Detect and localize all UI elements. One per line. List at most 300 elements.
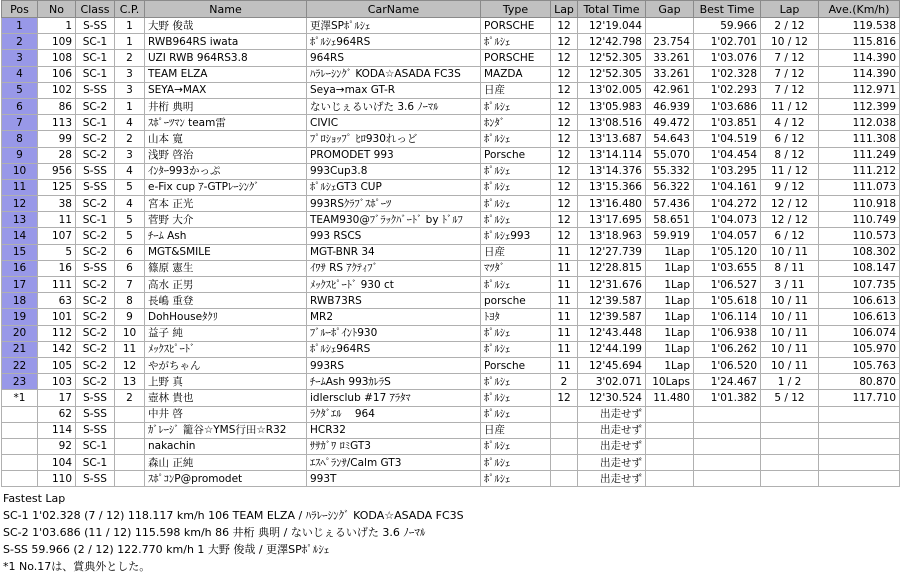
cell-car-name: idlersclub #17 ｱﾗﾀﾏ bbox=[307, 390, 481, 406]
cell-gap: 42.961 bbox=[646, 82, 694, 98]
cell-class: S-SS bbox=[76, 471, 115, 487]
cell-no: 5 bbox=[38, 244, 76, 260]
cell-gap: 1Lap bbox=[646, 357, 694, 373]
cell-best-lap: 2 / 12 bbox=[761, 18, 819, 34]
cell-pos bbox=[2, 455, 38, 471]
cell-class: SC-2 bbox=[76, 98, 115, 114]
cell-average-speed bbox=[819, 471, 900, 487]
cell-total-time: 13'16.480 bbox=[578, 196, 646, 212]
cell-lap: 11 bbox=[551, 260, 578, 276]
table-row bbox=[2, 98, 900, 114]
cell-gap: 1Lap bbox=[646, 260, 694, 276]
cell-lap: 12 bbox=[551, 131, 578, 147]
cell-average-speed bbox=[819, 406, 900, 422]
column-header-gap: Gap bbox=[646, 1, 694, 18]
cell-name: 長嶋 重登 bbox=[145, 293, 307, 309]
cell-name: 中井 啓 bbox=[145, 406, 307, 422]
cell-lap bbox=[551, 406, 578, 422]
cell-no: 86 bbox=[38, 98, 76, 114]
cell-average-speed: 80.870 bbox=[819, 374, 900, 390]
cell-pos bbox=[2, 422, 38, 438]
cell-total-time: 3'02.071 bbox=[578, 374, 646, 390]
fastest-lap-heading: Fastest Lap bbox=[3, 492, 66, 506]
table-row bbox=[2, 82, 900, 98]
cell-class: SC-2 bbox=[76, 325, 115, 341]
cell-total-time: 13'13.687 bbox=[578, 131, 646, 147]
cell-lap: 12 bbox=[551, 50, 578, 66]
cell-car-name: ﾌﾞﾙｰﾎﾟｲﾝﾄ930 bbox=[307, 325, 481, 341]
cell-car-name: ｲﾜｻ RS ｱｸﾃｨﾌﾞ bbox=[307, 260, 481, 276]
cell-best-time: 1'06.527 bbox=[694, 277, 761, 293]
cell-best-lap bbox=[761, 422, 819, 438]
cell-cp: 10 bbox=[115, 325, 145, 341]
cell-no: 956 bbox=[38, 163, 76, 179]
cell-pos: 22 bbox=[2, 357, 38, 373]
cell-pos: 21 bbox=[2, 341, 38, 357]
table-row bbox=[2, 131, 900, 147]
cell-best-time: 1'01.382 bbox=[694, 390, 761, 406]
table-row bbox=[2, 438, 900, 454]
column-header-no: No bbox=[38, 1, 76, 18]
cell-no: 11 bbox=[38, 212, 76, 228]
cell-type: ﾎﾟﾙｼｪ bbox=[481, 179, 551, 195]
cell-lap: 12 bbox=[551, 196, 578, 212]
cell-lap: 12 bbox=[551, 212, 578, 228]
cell-total-time: 出走せず bbox=[578, 471, 646, 487]
cell-no: 92 bbox=[38, 438, 76, 454]
cell-best-time bbox=[694, 406, 761, 422]
cell-best-time bbox=[694, 471, 761, 487]
cell-cp: 4 bbox=[115, 196, 145, 212]
cell-total-time: 出走せず bbox=[578, 406, 646, 422]
cell-no: 38 bbox=[38, 196, 76, 212]
cell-car-name: PROMODET 993 bbox=[307, 147, 481, 163]
cell-gap: 1Lap bbox=[646, 341, 694, 357]
cell-class: SC-1 bbox=[76, 455, 115, 471]
cell-average-speed: 117.710 bbox=[819, 390, 900, 406]
table-row bbox=[2, 293, 900, 309]
cell-average-speed: 106.074 bbox=[819, 325, 900, 341]
cell-car-name: MR2 bbox=[307, 309, 481, 325]
cell-name: 井桁 典明 bbox=[145, 98, 307, 114]
cell-lap: 12 bbox=[551, 18, 578, 34]
cell-pos: 19 bbox=[2, 309, 38, 325]
cell-no: 107 bbox=[38, 228, 76, 244]
cell-lap bbox=[551, 438, 578, 454]
cell-best-lap: 5 / 12 bbox=[761, 390, 819, 406]
cell-best-time: 1'06.520 bbox=[694, 357, 761, 373]
cell-car-name: ﾗｸﾀﾞｴﾙ 964 bbox=[307, 406, 481, 422]
cell-lap: 12 bbox=[551, 34, 578, 50]
cell-average-speed: 111.212 bbox=[819, 163, 900, 179]
cell-gap: 1Lap bbox=[646, 325, 694, 341]
cell-lap bbox=[551, 422, 578, 438]
cell-best-time: 1'02.293 bbox=[694, 82, 761, 98]
cell-car-name: ﾒｯｸｽﾋﾟｰﾄﾞ 930 ct bbox=[307, 277, 481, 293]
cell-lap: 11 bbox=[551, 357, 578, 373]
cell-no: 102 bbox=[38, 82, 76, 98]
cell-type: 日産 bbox=[481, 82, 551, 98]
table-row bbox=[2, 163, 900, 179]
cell-cp: 1 bbox=[115, 18, 145, 34]
cell-lap: 12 bbox=[551, 82, 578, 98]
cell-best-time: 1'02.328 bbox=[694, 66, 761, 82]
cell-type: Porsche bbox=[481, 357, 551, 373]
cell-average-speed: 110.573 bbox=[819, 228, 900, 244]
table-row bbox=[2, 147, 900, 163]
column-header-cp: C.P. bbox=[115, 1, 145, 18]
cell-gap: 55.332 bbox=[646, 163, 694, 179]
cell-gap: 46.939 bbox=[646, 98, 694, 114]
cell-lap: 12 bbox=[551, 147, 578, 163]
cell-best-lap: 10 / 11 bbox=[761, 341, 819, 357]
cell-total-time: 12'39.587 bbox=[578, 309, 646, 325]
cell-cp: 2 bbox=[115, 390, 145, 406]
cell-lap bbox=[551, 471, 578, 487]
cell-average-speed: 114.390 bbox=[819, 50, 900, 66]
cell-best-lap bbox=[761, 406, 819, 422]
cell-class: SC-2 bbox=[76, 374, 115, 390]
cell-car-name: CIVIC bbox=[307, 115, 481, 131]
cell-class: S-SS bbox=[76, 406, 115, 422]
cell-name: ｽﾎﾟｰﾂﾏﾝ team雷 bbox=[145, 115, 307, 131]
cell-gap: 1Lap bbox=[646, 309, 694, 325]
cell-best-time: 1'06.938 bbox=[694, 325, 761, 341]
cell-no: 125 bbox=[38, 179, 76, 195]
cell-total-time: 出走せず bbox=[578, 422, 646, 438]
cell-lap bbox=[551, 455, 578, 471]
cell-average-speed: 106.613 bbox=[819, 293, 900, 309]
cell-name: e-Fix cup ｱ-GTPﾚｰｼﾝｸﾞ bbox=[145, 179, 307, 195]
cell-gap: 11.480 bbox=[646, 390, 694, 406]
cell-average-speed: 111.249 bbox=[819, 147, 900, 163]
cell-no: 17 bbox=[38, 390, 76, 406]
cell-average-speed: 108.302 bbox=[819, 244, 900, 260]
cell-class: SC-2 bbox=[76, 293, 115, 309]
cell-no: 111 bbox=[38, 277, 76, 293]
cell-class: S-SS bbox=[76, 422, 115, 438]
cell-average-speed: 105.970 bbox=[819, 341, 900, 357]
cell-total-time: 12'27.739 bbox=[578, 244, 646, 260]
table-row bbox=[2, 341, 900, 357]
cell-average-speed: 112.038 bbox=[819, 115, 900, 131]
cell-no: 62 bbox=[38, 406, 76, 422]
cell-best-time: 1'03.851 bbox=[694, 115, 761, 131]
table-row bbox=[2, 179, 900, 195]
cell-name: MGT&SMILE bbox=[145, 244, 307, 260]
cell-best-lap: 11 / 12 bbox=[761, 163, 819, 179]
cell-best-lap: 8 / 12 bbox=[761, 147, 819, 163]
cell-pos: 16 bbox=[2, 260, 38, 276]
cell-best-lap bbox=[761, 471, 819, 487]
cell-car-name: ﾎﾟﾙｼｪ964RS bbox=[307, 341, 481, 357]
cell-best-time bbox=[694, 455, 761, 471]
cell-gap: 56.322 bbox=[646, 179, 694, 195]
cell-best-lap: 10 / 11 bbox=[761, 309, 819, 325]
column-header-total-time: Total Time bbox=[578, 1, 646, 18]
cell-pos: 20 bbox=[2, 325, 38, 341]
column-header-best-lap: Lap bbox=[761, 1, 819, 18]
cell-gap: 49.472 bbox=[646, 115, 694, 131]
table-body bbox=[2, 18, 900, 487]
cell-best-lap: 9 / 12 bbox=[761, 179, 819, 195]
cell-total-time: 13'17.695 bbox=[578, 212, 646, 228]
cell-no: 16 bbox=[38, 260, 76, 276]
cell-type: ﾎﾟﾙｼｪ bbox=[481, 277, 551, 293]
cell-total-time: 13'14.114 bbox=[578, 147, 646, 163]
column-header-lap: Lap bbox=[551, 1, 578, 18]
cell-name: nakachin bbox=[145, 438, 307, 454]
cell-gap bbox=[646, 455, 694, 471]
cell-car-name: 更澤SPﾎﾟﾙｼｪ bbox=[307, 18, 481, 34]
cell-class: SC-1 bbox=[76, 34, 115, 50]
cell-cp: 3 bbox=[115, 147, 145, 163]
cell-car-name: 993T bbox=[307, 471, 481, 487]
cell-cp bbox=[115, 471, 145, 487]
cell-total-time: 13'15.366 bbox=[578, 179, 646, 195]
cell-gap bbox=[646, 422, 694, 438]
cell-pos: 23 bbox=[2, 374, 38, 390]
cell-class: SC-2 bbox=[76, 228, 115, 244]
cell-gap: 10Laps bbox=[646, 374, 694, 390]
cell-lap: 12 bbox=[551, 98, 578, 114]
cell-gap bbox=[646, 471, 694, 487]
cell-type: PORSCHE bbox=[481, 50, 551, 66]
cell-best-time: 1'04.272 bbox=[694, 196, 761, 212]
cell-cp: 5 bbox=[115, 212, 145, 228]
cell-pos: 13 bbox=[2, 212, 38, 228]
cell-type: PORSCHE bbox=[481, 18, 551, 34]
cell-total-time: 13'18.963 bbox=[578, 228, 646, 244]
cell-cp: 5 bbox=[115, 228, 145, 244]
cell-no: 1 bbox=[38, 18, 76, 34]
cell-total-time: 13'14.376 bbox=[578, 163, 646, 179]
cell-cp: 3 bbox=[115, 66, 145, 82]
cell-lap: 11 bbox=[551, 325, 578, 341]
cell-class: SC-2 bbox=[76, 131, 115, 147]
cell-total-time: 12'19.044 bbox=[578, 18, 646, 34]
cell-type: ﾎﾟﾙｼｪ bbox=[481, 374, 551, 390]
cell-gap: 33.261 bbox=[646, 66, 694, 82]
cell-best-lap: 8 / 11 bbox=[761, 260, 819, 276]
table-header bbox=[2, 1, 900, 18]
cell-cp bbox=[115, 438, 145, 454]
cell-total-time: 13'05.983 bbox=[578, 98, 646, 114]
cell-type: ﾎﾟﾙｼｪ993 bbox=[481, 228, 551, 244]
cell-class: SC-1 bbox=[76, 66, 115, 82]
cell-car-name: RWB73RS bbox=[307, 293, 481, 309]
table-row bbox=[2, 455, 900, 471]
fastest-lap-sc2: SC-2 1'03.686 (11 / 12) 115.598 km/h 86 井桁 典明 / ないじぇるいげた 3.6 ﾉｰﾏﾙ bbox=[3, 526, 426, 540]
cell-lap: 12 bbox=[551, 66, 578, 82]
cell-cp: 2 bbox=[115, 131, 145, 147]
cell-best-lap: 12 / 12 bbox=[761, 196, 819, 212]
cell-pos bbox=[2, 438, 38, 454]
table-row bbox=[2, 374, 900, 390]
cell-name: 高水 正男 bbox=[145, 277, 307, 293]
cell-cp bbox=[115, 422, 145, 438]
cell-best-lap: 4 / 12 bbox=[761, 115, 819, 131]
cell-lap: 12 bbox=[551, 179, 578, 195]
cell-best-lap: 6 / 12 bbox=[761, 228, 819, 244]
cell-no: 99 bbox=[38, 131, 76, 147]
cell-pos: 6 bbox=[2, 98, 38, 114]
cell-name: UZI RWB 964RS3.8 bbox=[145, 50, 307, 66]
cell-cp: 7 bbox=[115, 277, 145, 293]
cell-best-lap: 12 / 12 bbox=[761, 212, 819, 228]
cell-name: ﾁｰﾑ Ash bbox=[145, 228, 307, 244]
cell-car-name: 993RS bbox=[307, 357, 481, 373]
column-header-pos: Pos bbox=[2, 1, 38, 18]
fastest-lap-sc1: SC-1 1'02.328 (7 / 12) 118.117 km/h 106 TEAM ELZA / ﾊﾗﾚｰｼﾝｸﾞ KODA☆ASADA FC3S bbox=[3, 509, 464, 523]
cell-best-time: 1'05.618 bbox=[694, 293, 761, 309]
column-header-average-speed: Ave.(Km/h) bbox=[819, 1, 900, 18]
cell-car-name: 964RS bbox=[307, 50, 481, 66]
cell-class: S-SS bbox=[76, 163, 115, 179]
cell-type: ﾎﾟﾙｼｪ bbox=[481, 406, 551, 422]
footnote: *1 No.17は、賞典外とした。 bbox=[3, 560, 151, 574]
cell-average-speed: 112.971 bbox=[819, 82, 900, 98]
cell-lap: 11 bbox=[551, 244, 578, 260]
cell-best-time bbox=[694, 438, 761, 454]
cell-no: 63 bbox=[38, 293, 76, 309]
cell-best-time: 1'06.114 bbox=[694, 309, 761, 325]
cell-name: 浅野 啓治 bbox=[145, 147, 307, 163]
cell-gap: 23.754 bbox=[646, 34, 694, 50]
cell-car-name: ｴｽﾍﾟﾗﾝｻ/Calm GT3 bbox=[307, 455, 481, 471]
cell-name: ｶﾞﾚｰｼﾞ 籠谷☆YMS行田☆R32 bbox=[145, 422, 307, 438]
cell-cp bbox=[115, 406, 145, 422]
cell-class: SC-2 bbox=[76, 309, 115, 325]
cell-no: 105 bbox=[38, 357, 76, 373]
cell-class: S-SS bbox=[76, 390, 115, 406]
cell-best-lap: 6 / 12 bbox=[761, 131, 819, 147]
cell-no: 110 bbox=[38, 471, 76, 487]
cell-car-name: HCR32 bbox=[307, 422, 481, 438]
cell-class: SC-2 bbox=[76, 244, 115, 260]
table-row bbox=[2, 260, 900, 276]
column-header-type: Type bbox=[481, 1, 551, 18]
cell-class: SC-2 bbox=[76, 196, 115, 212]
cell-best-time bbox=[694, 422, 761, 438]
cell-no: 101 bbox=[38, 309, 76, 325]
table-row bbox=[2, 18, 900, 34]
cell-type: ﾎﾟﾙｼｪ bbox=[481, 98, 551, 114]
cell-no: 103 bbox=[38, 374, 76, 390]
cell-best-lap: 10 / 11 bbox=[761, 244, 819, 260]
cell-cp: 13 bbox=[115, 374, 145, 390]
cell-gap: 1Lap bbox=[646, 293, 694, 309]
cell-type: ﾎﾟﾙｼｪ bbox=[481, 196, 551, 212]
cell-average-speed: 111.308 bbox=[819, 131, 900, 147]
cell-cp: 12 bbox=[115, 357, 145, 373]
cell-type: ﾎﾟﾙｼｪ bbox=[481, 390, 551, 406]
cell-name: SEYA→MAX bbox=[145, 82, 307, 98]
table-row bbox=[2, 66, 900, 82]
cell-cp: 4 bbox=[115, 163, 145, 179]
cell-best-time: 1'04.519 bbox=[694, 131, 761, 147]
cell-best-lap: 3 / 11 bbox=[761, 277, 819, 293]
notes-section bbox=[0, 490, 900, 575]
cell-total-time: 13'08.516 bbox=[578, 115, 646, 131]
cell-class: S-SS bbox=[76, 82, 115, 98]
table-row bbox=[2, 228, 900, 244]
cell-average-speed bbox=[819, 422, 900, 438]
cell-cp: 9 bbox=[115, 309, 145, 325]
cell-car-name: 993RSｸﾗﾌﾞｽﾎﾟｰﾂ bbox=[307, 196, 481, 212]
cell-average-speed: 107.735 bbox=[819, 277, 900, 293]
cell-type: porsche bbox=[481, 293, 551, 309]
header-row bbox=[2, 1, 900, 18]
cell-best-lap: 10 / 11 bbox=[761, 325, 819, 341]
cell-class: SC-1 bbox=[76, 115, 115, 131]
cell-average-speed: 114.390 bbox=[819, 66, 900, 82]
table-row bbox=[2, 357, 900, 373]
cell-name: TEAM ELZA bbox=[145, 66, 307, 82]
cell-cp: 3 bbox=[115, 82, 145, 98]
cell-cp bbox=[115, 455, 145, 471]
cell-class: S-SS bbox=[76, 179, 115, 195]
cell-class: SC-1 bbox=[76, 438, 115, 454]
fastest-lap-sss: S-SS 59.966 (2 / 12) 122.770 km/h 1 大野 俊哉 / 更澤SPﾎﾟﾙｼｪ bbox=[3, 543, 330, 557]
cell-type: ﾎﾟﾙｼｪ bbox=[481, 325, 551, 341]
cell-best-lap: 7 / 12 bbox=[761, 66, 819, 82]
cell-cp: 4 bbox=[115, 115, 145, 131]
cell-car-name: ﾎﾟﾙｼｪGT3 CUP bbox=[307, 179, 481, 195]
cell-no: 109 bbox=[38, 34, 76, 50]
cell-average-speed: 112.399 bbox=[819, 98, 900, 114]
cell-name: DohHouseﾀｸﾘ bbox=[145, 309, 307, 325]
cell-pos bbox=[2, 406, 38, 422]
cell-class: S-SS bbox=[76, 18, 115, 34]
cell-type: 日産 bbox=[481, 244, 551, 260]
table-row bbox=[2, 115, 900, 131]
cell-name: ｲﾝﾀｰ993かっぷ bbox=[145, 163, 307, 179]
cell-cp: 8 bbox=[115, 293, 145, 309]
cell-type: ﾎﾟﾙｼｪ bbox=[481, 163, 551, 179]
cell-gap: 54.643 bbox=[646, 131, 694, 147]
cell-car-name: ﾎﾟﾙｼｪ964RS bbox=[307, 34, 481, 50]
table-row bbox=[2, 406, 900, 422]
cell-average-speed: 111.073 bbox=[819, 179, 900, 195]
cell-best-lap: 7 / 12 bbox=[761, 50, 819, 66]
cell-best-lap bbox=[761, 455, 819, 471]
cell-no: 108 bbox=[38, 50, 76, 66]
cell-no: 114 bbox=[38, 422, 76, 438]
cell-best-lap: 7 / 12 bbox=[761, 82, 819, 98]
cell-cp: 1 bbox=[115, 98, 145, 114]
cell-total-time: 出走せず bbox=[578, 455, 646, 471]
cell-pos: 4 bbox=[2, 66, 38, 82]
cell-best-time: 1'03.295 bbox=[694, 163, 761, 179]
cell-class: SC-2 bbox=[76, 357, 115, 373]
cell-best-time: 1'04.057 bbox=[694, 228, 761, 244]
cell-gap bbox=[646, 18, 694, 34]
cell-best-time: 1'06.262 bbox=[694, 341, 761, 357]
cell-best-lap: 11 / 12 bbox=[761, 98, 819, 114]
column-header-class: Class bbox=[76, 1, 115, 18]
cell-best-lap bbox=[761, 438, 819, 454]
cell-name: やがちゃん bbox=[145, 357, 307, 373]
table-row bbox=[2, 471, 900, 487]
cell-pos: 15 bbox=[2, 244, 38, 260]
cell-pos: *1 bbox=[2, 390, 38, 406]
cell-name: 宮本 正光 bbox=[145, 196, 307, 212]
cell-no: 112 bbox=[38, 325, 76, 341]
cell-class: SC-2 bbox=[76, 147, 115, 163]
cell-type: ﾎﾟﾙｼｪ bbox=[481, 471, 551, 487]
cell-best-time: 1'03.686 bbox=[694, 98, 761, 114]
